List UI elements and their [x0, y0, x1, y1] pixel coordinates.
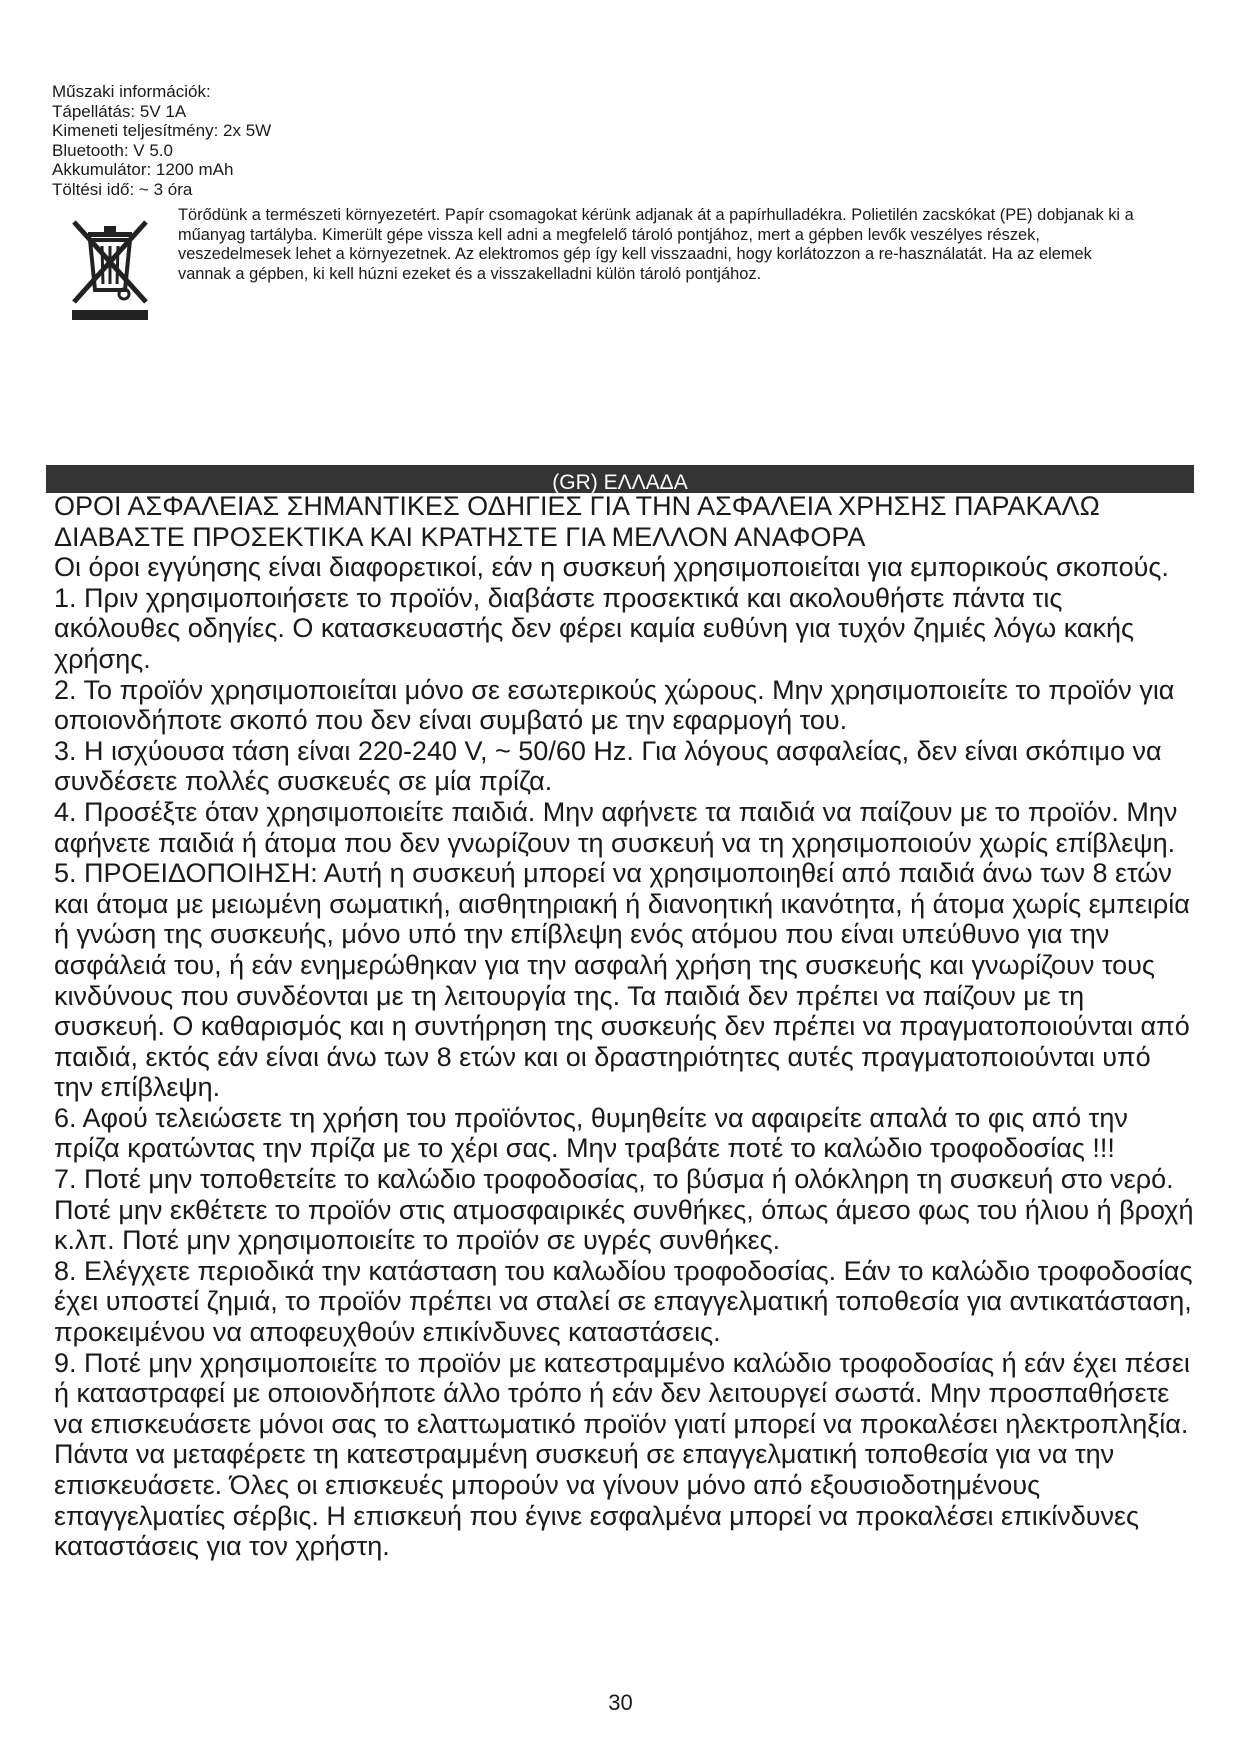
tech-info-line: Kimeneti teljesítmény: 2x 5W: [52, 121, 272, 141]
tech-info-line: Tápellátás: 5V 1A: [52, 101, 187, 121]
instruction-item: 6. Αφού τελειώσετε τη χρήση του προϊόντος, θυμηθείτε να αφαιρείτε απαλά το φις από την πρίζα κρατώντας την πρίζα με το χέρι σας. Μην τραβάτε ποτέ το καλώδιο τροφοδοσίας !!!: [54, 1102, 1128, 1164]
safety-title: ΟΡΟΙ ΑΣΦΑΛΕΙΑΣ ΣΗΜΑΝΤΙΚΕΣ ΟΔΗΓΙΕΣ ΓΙΑ ΤΗΝ ΑΣΦΑΛΕΙΑ ΧΡΗΣΗΣ ΠΑΡΑΚΑΛΩ ΔΙΑΒΑΣΤΕ ΠΡΟΣΕΚΤΙΚΑ ΚΑΙ ΚΡΑΤΗΣΤΕ ΓΙΑ ΜΕΛΛΟΝ ΑΝΑΦΟΡΑ: [54, 491, 1100, 552]
safety-instructions: [54, 491, 1194, 1562]
environment-notice: Törődünk a természeti környezetért. Papír csomagokat kérünk adjanak át a papírhulladékra. Polietilén zacskókat (PE) dobjanak ki a műanyag tartályba. Kimerült gépe vissza kell adni a megfelelő tároló pontjához, mert a gépben levők veszélyes részek, veszedelmesek lehet a környezetnek. Az elektromos gép így kell visszaadni, hogy korlátozzon a re-használatát. Ha az elemek vannak a gépben, ki kell húzni ezeket és a visszakelladni külön tároló pontjához.: [178, 206, 1134, 283]
instruction-item: 2. Το προϊόν χρησιμοποιείται μόνο σε εσωτερικούς χώρους. Μην χρησιμοποιείτε το προϊόν για οποιονδήποτε σκοπό που δεν είναι συμβατό με την εφαρμογή του.: [54, 674, 1175, 736]
tech-info-heading: Műszaki információk:: [52, 82, 211, 101]
instruction-item: 7. Ποτέ μην τοποθετείτε το καλώδιο τροφοδοσίας, το βύσμα ή ολόκληρη τη συσκευή στο νερό. Ποτέ μην εκθέτετε το προϊόν στις ατμοσφαιρικές συνθήκες, όπως άμεσο φως του ήλιου ή βροχή κ.λπ. Ποτέ μην χρησιμοποιείτε το προϊόν σε υγρές συνθήκες.: [54, 1164, 1194, 1256]
warranty-intro: Οι όροι εγγύησης είναι διαφορετικοί, εάν η συσκευή χρησιμοποιείται για εμπορικούς σκοπούς.: [54, 552, 1169, 583]
instruction-item: 1. Πριν χρησιμοποιήσετε το προϊόν, διαβάστε προσεκτικά και ακολουθήστε πάντα τις ακόλουθες οδηγίες. Ο κατασκευαστής δεν φέρει καμία ευθύνη για τυχόν ζημιές λόγω κακής χρήσης.: [54, 582, 1135, 674]
instruction-item: 9. Ποτέ μην χρησιμοποιείτε το προϊόν με κατεστραμμένο καλώδιο τροφοδοσίας ή εάν έχει πέσει ή καταστραφεί με οποιονδήποτε άλλο τρόπο ή εάν δεν λειτουργεί σωστά. Μην προσπαθήσετε να επισκευάσετε μόνοι σας το ελαττωματικό προϊόν γιατί μπορεί να προκαλέσει ηλεκτροπληξία. Πάντα να μεταφέρετε τη κατεστραμμένη συσκευή σε επαγγελματική τοποθεσία για να την επισκευάσετε. Όλες οι επισκευές μπορούν να γίνουν μόνο από εξουσιοδοτημένους επαγγελματίες σέρβις. Η επισκευή που έγινε εσφαλμένα μπορεί να προκαλέσει επικίνδυνες καταστάσεις για τον χρήστη.: [54, 1347, 1190, 1562]
section-banner: (GR) ΕΛΛΑΔΑ: [46, 465, 1194, 493]
instruction-item: 5. ΠΡΟΕΙΔΟΠΟΙΗΣΗ: Αυτή η συσκευή μπορεί να χρησιμοποιηθεί από παιδιά άνω των 8 ετών και άτομα με μειωμένη σωματική, αισθητηριακή ή διανοητική ικανότητα, ή άτομα χωρίς εμπειρία ή γνώση της συσκευής, μόνο υπό την επίβλεψη ενός ατόμου που είναι υπεύθυνο για την ασφάλειά του, ή εάν ενημερώθηκαν για την ασφαλή χρήση της συσκευής και γνωρίζουν τους κινδύνους που συνδέονται με τη λειτουργία της. Τα παιδιά δεν πρέπει να παίζουν με τη συσκευή. Ο καθαρισμός και η συντήρηση της συσκευής δεν πρέπει να πραγματοποιούνται από παιδιά, εκτός εάν είναι άνω των 8 ετών και οι δραστηριότητες αυτές πραγματοποιούνται υπό την επίβλεψη.: [54, 858, 1190, 1103]
tech-info-line: Akkumulátor: 1200 mAh: [52, 160, 234, 180]
technical-info: [52, 82, 271, 200]
tech-info-line: Töltési idő: ~ 3 óra: [52, 179, 193, 199]
instruction-item: 8. Ελέγχετε περιοδικά την κατάσταση του καλωδίου τροφοδοσίας. Εάν το καλώδιο τροφοδοσίας έχει υποστεί ζημιά, το προϊόν πρέπει να σταλεί σε επαγγελματική τοποθεσία για αντικατάσταση, προκειμένου να αποφευχθούν επικίνδυνες καταστάσεις.: [54, 1255, 1193, 1348]
tech-info-line: Bluetooth: V 5.0: [52, 140, 173, 160]
crossed-out-wheelie-bin-icon: [68, 218, 152, 322]
page-number: 30: [608, 1690, 633, 1715]
instruction-item: 4. Προσέξτε όταν χρησιμοποιείτε παιδιά. Μην αφήνετε τα παιδιά να παίζουν με το προϊόν. Μην αφήνετε παιδιά ή άτομα που δεν γνωρίζουν τη συσκευή να τη χρησιμοποιούν χωρίς επίβλεψη.: [54, 796, 1178, 858]
instruction-item: 3. Η ισχύουσα τάση είναι 220-240 V, ~ 50/60 Hz. Για λόγους ασφαλείας, δεν είναι σκόπιμο να συνδέσετε πολλές συσκευές σε μία πρίζα.: [54, 735, 1162, 797]
